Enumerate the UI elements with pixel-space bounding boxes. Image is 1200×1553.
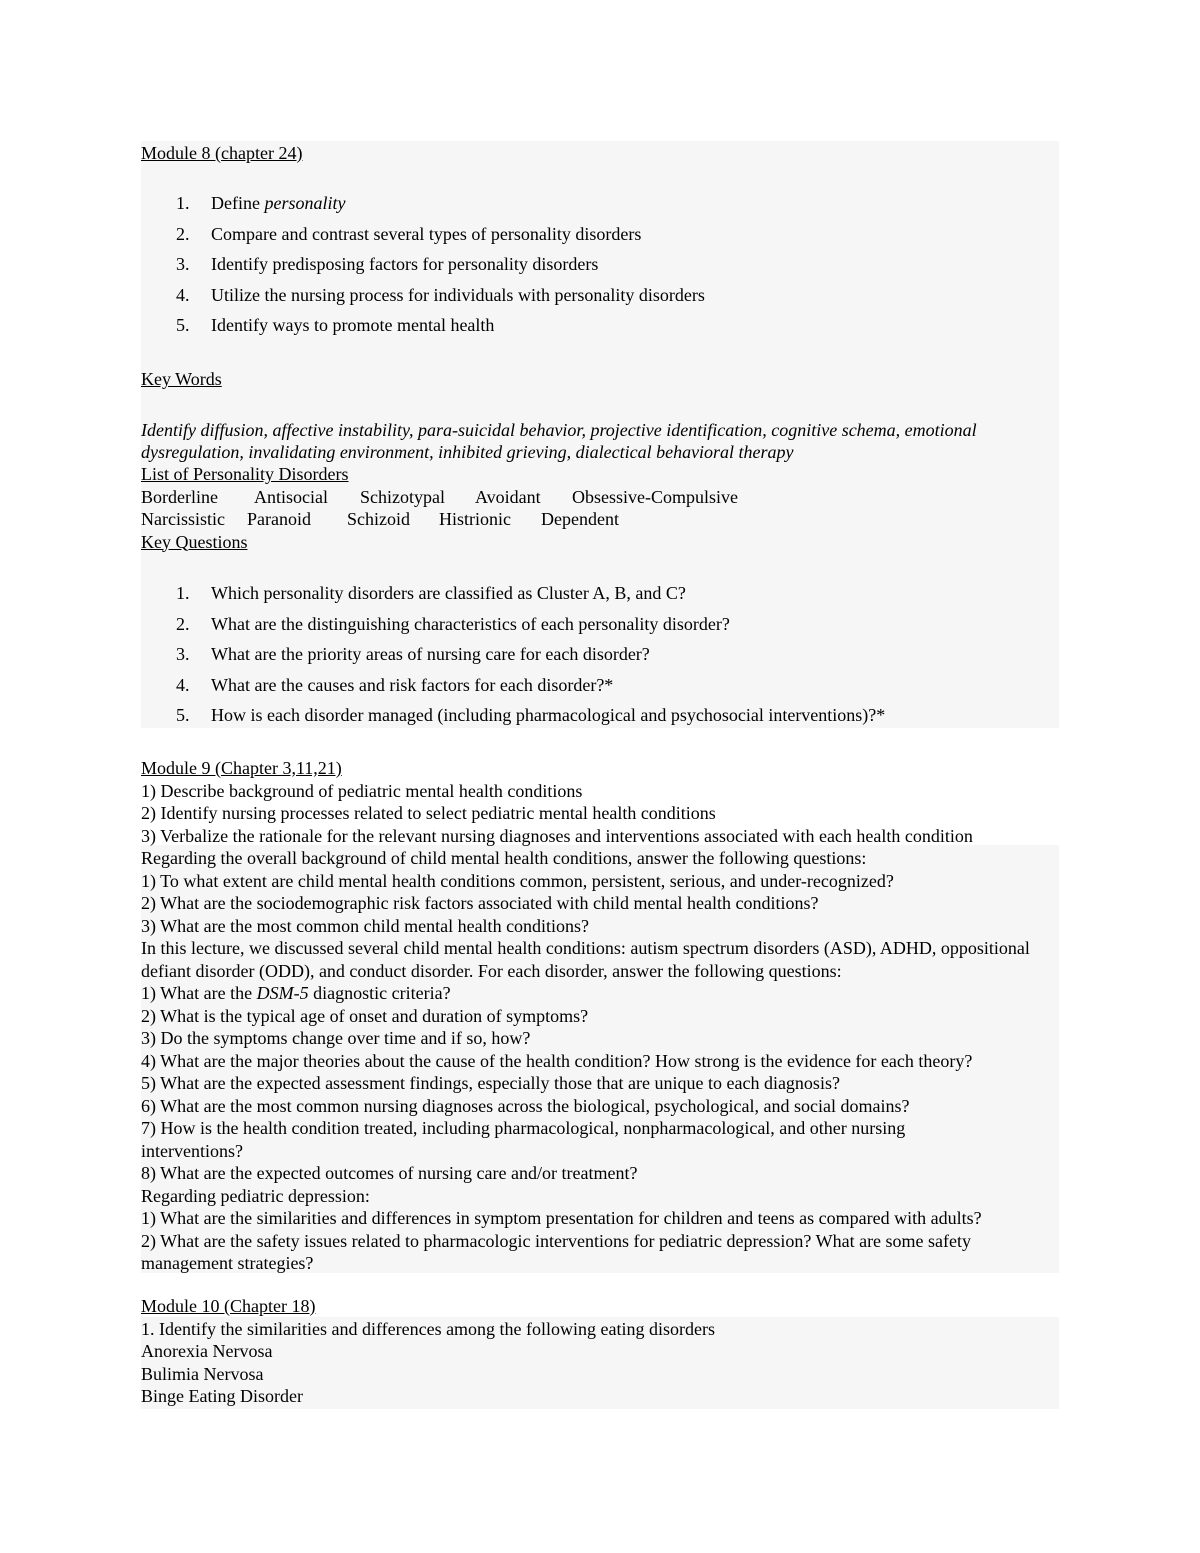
- disorder-name: Obsessive-Compulsive: [572, 486, 738, 507]
- disorder-name: Schizotypal: [360, 486, 445, 507]
- list-item: 3) Verbalize the rationale for the relevant nursing diagnoses and interventions associated with each health condition: [141, 825, 973, 846]
- list-item: 8) What are the expected outcomes of nursing care and/or treatment?: [141, 1163, 638, 1183]
- key-questions-heading: Key Questions: [141, 531, 248, 552]
- list-item: 4) What are the major theories about the cause of the health condition? How strong is the evidence for each theory?: [141, 1050, 973, 1071]
- list-item: 2. What are the distinguishing characteristics of each personality disorder?: [176, 613, 730, 634]
- list-item: 1) What are the similarities and differences in symptom presentation for children and teens as compared with adults?: [141, 1208, 982, 1228]
- key-words-heading: Key Words: [141, 369, 222, 389]
- list-item: 6) What are the most common nursing diagnoses across the biological, psychological, and social domains?: [141, 1095, 910, 1116]
- list-item: 1) To what extent are child mental health conditions common, persistent, serious, and under-recognized?: [141, 870, 894, 891]
- list-item: 7) How is the health condition treated, including pharmacological, nonpharmacological, and other nursing interventions?: [141, 1118, 906, 1161]
- key-words-heading-block: [141, 368, 1059, 391]
- disorder-name: Antisocial: [254, 486, 328, 507]
- list-item: 2) Identify nursing processes related to select pediatric mental health conditions: [141, 803, 716, 823]
- list-item: 3) What are the most common child mental health conditions?: [141, 915, 590, 936]
- list-item: 3) Do the symptoms change over time and if so, how?: [141, 1028, 531, 1048]
- disorder-name: Histrionic: [439, 509, 511, 529]
- module9-block: [141, 757, 1059, 1275]
- list-item: 1. Define personality: [176, 193, 346, 213]
- list-item: 2) What are the safety issues related to pharmacologic interventions for pediatric depression? What are some safety management strategies?: [141, 1230, 972, 1273]
- list-item: Bulimia Nervosa: [141, 1363, 264, 1384]
- list-item: 5. Identify ways to promote mental health: [176, 315, 495, 335]
- list-item: 2) What are the sociodemographic risk factors associated with child mental health conditions?: [141, 893, 819, 913]
- list-item: 1. Which personality disorders are classified as Cluster A, B, and C?: [176, 583, 686, 603]
- depression-intro: Regarding pediatric depression:: [141, 1185, 370, 1206]
- disorders-row-1: [141, 486, 1059, 509]
- lecture-intro: In this lecture, we discussed several child mental health conditions: autism spectrum disorders (ASD), ADHD, oppositional defiant disorder (ODD), and conduct disorder. For each disorder, answer the following questions:: [141, 938, 1030, 981]
- module10-block: [141, 1295, 1059, 1408]
- list-item: 2) What is the typical age of onset and duration of symptoms?: [141, 1005, 589, 1026]
- list-item: Anorexia Nervosa: [141, 1341, 273, 1361]
- list-item: 3. Identify predisposing factors for personality disorders: [176, 254, 599, 274]
- background-intro: Regarding the overall background of child mental health conditions, answer the following questions:: [141, 848, 867, 868]
- disorder-name: Paranoid: [247, 509, 311, 529]
- list-item: 3. What are the priority areas of nursing care for each disorder?: [176, 644, 650, 664]
- disorder-name: Dependent: [541, 509, 619, 529]
- module10-heading: Module 10 (Chapter 18): [141, 1296, 316, 1316]
- module8-objectives: [141, 192, 1059, 345]
- key-words-text: Identify diffusion, affective instability, para-suicidal behavior, projective identification, cognitive schema, emotional dysregulation, invalidating environment, inhibited grieving, dialectical behavioral therapy: [141, 420, 977, 462]
- module9-heading: Module 9 (Chapter 3,11,21): [141, 758, 342, 778]
- list-item: 5) What are the expected assessment findings, especially those that are unique to each diagnosis?: [141, 1073, 840, 1093]
- list-item: 1. Identify the similarities and differences among the following eating disorders: [141, 1318, 716, 1339]
- key-words-block: [141, 419, 1059, 553]
- module8-key-questions: [141, 582, 1059, 735]
- disorders-heading: List of Personality Disorders: [141, 464, 349, 484]
- module8-heading: Module 8 (chapter 24): [141, 143, 303, 163]
- list-item: 1) Describe background of pediatric mental health conditions: [141, 780, 583, 801]
- disorders-row-2: [141, 508, 1059, 531]
- list-item: 1) What are the DSM-5 diagnostic criteria?: [141, 983, 451, 1003]
- list-item: 2. Compare and contrast several types of personality disorders: [176, 223, 642, 244]
- disorder-name: Narcissistic: [141, 509, 225, 529]
- disorder-name: Schizoid: [347, 509, 410, 529]
- list-item: 4. Utilize the nursing process for individuals with personality disorders: [176, 284, 705, 305]
- module8-heading-block: [141, 142, 1059, 165]
- list-item: 4. What are the causes and risk factors for each disorder?*: [176, 674, 614, 695]
- disorder-name: Borderline: [141, 486, 218, 507]
- list-item: 5. How is each disorder managed (including pharmacological and psychosocial interventions)?*: [176, 705, 886, 725]
- list-item: Binge Eating Disorder: [141, 1386, 303, 1406]
- disorder-name: Avoidant: [475, 486, 541, 507]
